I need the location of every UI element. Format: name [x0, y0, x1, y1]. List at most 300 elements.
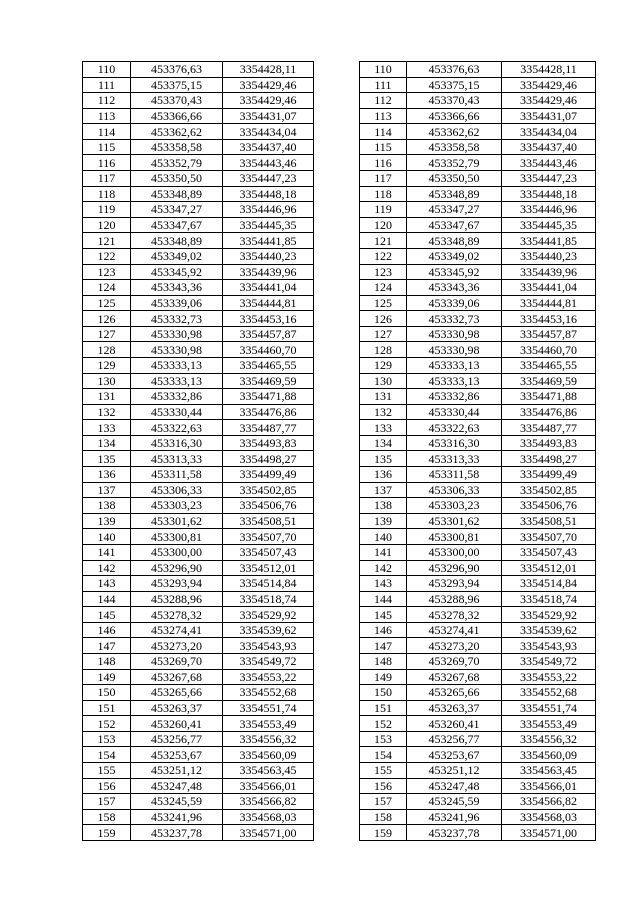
right-y-coordinate-cell: 3354443,46 [502, 155, 596, 171]
right-x-coordinate-cell: 453306,33 [407, 482, 502, 498]
right-x-coordinate-cell: 453330,98 [407, 326, 502, 342]
left-x-coordinate-cell: 453245,59 [131, 794, 223, 810]
right-point-number-cell: 113 [360, 108, 407, 124]
right-x-coordinate-cell: 453300,00 [407, 544, 502, 560]
left-point-number-cell: 123 [83, 264, 131, 280]
right-y-coordinate-cell: 3354498,27 [502, 451, 596, 467]
column-gap [314, 435, 360, 451]
left-point-number-cell: 154 [83, 747, 131, 763]
left-y-coordinate-cell: 3354508,51 [223, 513, 314, 529]
left-y-coordinate-cell: 3354507,70 [223, 529, 314, 545]
left-x-coordinate-cell: 453348,89 [131, 233, 223, 249]
right-y-coordinate-cell: 3354539,62 [502, 622, 596, 638]
left-point-number-cell: 131 [83, 389, 131, 405]
right-point-number-cell: 128 [360, 342, 407, 358]
left-x-coordinate-cell: 453350,50 [131, 171, 223, 187]
column-gap [314, 233, 360, 249]
table-row [83, 404, 596, 420]
column-gap [314, 280, 360, 296]
left-y-coordinate-cell: 3354514,84 [223, 576, 314, 592]
column-gap [314, 669, 360, 685]
left-point-number-cell: 116 [83, 155, 131, 171]
right-x-coordinate-cell: 453347,27 [407, 202, 502, 218]
left-point-number-cell: 146 [83, 622, 131, 638]
left-x-coordinate-cell: 453332,86 [131, 389, 223, 405]
left-point-number-cell: 159 [83, 825, 131, 841]
right-y-coordinate-cell: 3354543,93 [502, 638, 596, 654]
left-point-number-cell: 118 [83, 186, 131, 202]
table-row [83, 420, 596, 436]
right-point-number-cell: 139 [360, 513, 407, 529]
left-point-number-cell: 127 [83, 326, 131, 342]
table-row [83, 576, 596, 592]
column-gap [314, 217, 360, 233]
right-point-number-cell: 126 [360, 311, 407, 327]
right-x-coordinate-cell: 453269,70 [407, 653, 502, 669]
right-point-number-cell: 127 [360, 326, 407, 342]
left-x-coordinate-cell: 453322,63 [131, 420, 223, 436]
left-point-number-cell: 110 [83, 62, 131, 78]
table-row [83, 731, 596, 747]
left-point-number-cell: 151 [83, 700, 131, 716]
right-y-coordinate-cell: 3354552,68 [502, 685, 596, 701]
column-gap [314, 498, 360, 514]
left-point-number-cell: 130 [83, 373, 131, 389]
table-row [83, 373, 596, 389]
right-point-number-cell: 124 [360, 280, 407, 296]
table-row [83, 124, 596, 140]
right-point-number-cell: 141 [360, 544, 407, 560]
right-y-coordinate-cell: 3354457,87 [502, 326, 596, 342]
right-x-coordinate-cell: 453350,50 [407, 171, 502, 187]
right-y-coordinate-cell: 3354553,49 [502, 716, 596, 732]
left-point-number-cell: 111 [83, 77, 131, 93]
right-point-number-cell: 143 [360, 576, 407, 592]
left-x-coordinate-cell: 453241,96 [131, 809, 223, 825]
right-y-coordinate-cell: 3354440,23 [502, 248, 596, 264]
right-y-coordinate-cell: 3354460,70 [502, 342, 596, 358]
table-row [83, 295, 596, 311]
left-x-coordinate-cell: 453332,73 [131, 311, 223, 327]
column-gap [314, 560, 360, 576]
column-gap [314, 622, 360, 638]
right-point-number-cell: 156 [360, 778, 407, 794]
table-row [83, 248, 596, 264]
right-point-number-cell: 111 [360, 77, 407, 93]
left-y-coordinate-cell: 3354529,92 [223, 607, 314, 623]
column-gap [314, 420, 360, 436]
left-y-coordinate-cell: 3354487,77 [223, 420, 314, 436]
right-y-coordinate-cell: 3354518,74 [502, 591, 596, 607]
table-row [83, 171, 596, 187]
left-point-number-cell: 119 [83, 202, 131, 218]
right-point-number-cell: 116 [360, 155, 407, 171]
right-point-number-cell: 144 [360, 591, 407, 607]
column-gap [314, 62, 360, 78]
left-point-number-cell: 139 [83, 513, 131, 529]
table-row [83, 653, 596, 669]
left-y-coordinate-cell: 3354571,00 [223, 825, 314, 841]
left-x-coordinate-cell: 453313,33 [131, 451, 223, 467]
right-point-number-cell: 136 [360, 467, 407, 483]
column-gap [314, 731, 360, 747]
column-gap [314, 264, 360, 280]
right-x-coordinate-cell: 453251,12 [407, 763, 502, 779]
left-y-coordinate-cell: 3354445,35 [223, 217, 314, 233]
right-y-coordinate-cell: 3354508,51 [502, 513, 596, 529]
left-y-coordinate-cell: 3354512,01 [223, 560, 314, 576]
right-x-coordinate-cell: 453300,81 [407, 529, 502, 545]
left-point-number-cell: 156 [83, 778, 131, 794]
right-point-number-cell: 118 [360, 186, 407, 202]
left-x-coordinate-cell: 453260,41 [131, 716, 223, 732]
right-point-number-cell: 146 [360, 622, 407, 638]
right-y-coordinate-cell: 3354437,40 [502, 139, 596, 155]
right-y-coordinate-cell: 3354493,83 [502, 435, 596, 451]
left-x-coordinate-cell: 453274,41 [131, 622, 223, 638]
right-x-coordinate-cell: 453332,73 [407, 311, 502, 327]
right-y-coordinate-cell: 3354566,01 [502, 778, 596, 794]
left-y-coordinate-cell: 3354499,49 [223, 467, 314, 483]
table-row [83, 638, 596, 654]
table-row [83, 202, 596, 218]
right-y-coordinate-cell: 3354444,81 [502, 295, 596, 311]
column-gap [314, 700, 360, 716]
right-x-coordinate-cell: 453333,13 [407, 357, 502, 373]
column-gap [314, 513, 360, 529]
left-y-coordinate-cell: 3354428,11 [223, 62, 314, 78]
left-point-number-cell: 115 [83, 139, 131, 155]
right-y-coordinate-cell: 3354506,76 [502, 498, 596, 514]
right-point-number-cell: 150 [360, 685, 407, 701]
left-point-number-cell: 137 [83, 482, 131, 498]
table-row [83, 607, 596, 623]
left-x-coordinate-cell: 453347,67 [131, 217, 223, 233]
left-y-coordinate-cell: 3354566,82 [223, 794, 314, 810]
right-y-coordinate-cell: 3354571,00 [502, 825, 596, 841]
right-point-number-cell: 114 [360, 124, 407, 140]
left-y-coordinate-cell: 3354502,85 [223, 482, 314, 498]
left-y-coordinate-cell: 3354553,22 [223, 669, 314, 685]
left-x-coordinate-cell: 453237,78 [131, 825, 223, 841]
left-point-number-cell: 126 [83, 311, 131, 327]
right-x-coordinate-cell: 453358,58 [407, 139, 502, 155]
table-row [83, 809, 596, 825]
right-y-coordinate-cell: 3354556,32 [502, 731, 596, 747]
left-y-coordinate-cell: 3354471,88 [223, 389, 314, 405]
left-y-coordinate-cell: 3354453,16 [223, 311, 314, 327]
column-gap [314, 809, 360, 825]
left-x-coordinate-cell: 453263,37 [131, 700, 223, 716]
left-y-coordinate-cell: 3354443,46 [223, 155, 314, 171]
column-gap [314, 763, 360, 779]
right-x-coordinate-cell: 453293,94 [407, 576, 502, 592]
table-row [83, 108, 596, 124]
right-y-coordinate-cell: 3354568,03 [502, 809, 596, 825]
left-point-number-cell: 135 [83, 451, 131, 467]
left-y-coordinate-cell: 3354437,40 [223, 139, 314, 155]
right-point-number-cell: 147 [360, 638, 407, 654]
table-row [83, 622, 596, 638]
right-x-coordinate-cell: 453313,33 [407, 451, 502, 467]
column-gap [314, 404, 360, 420]
left-x-coordinate-cell: 453366,66 [131, 108, 223, 124]
left-point-number-cell: 120 [83, 217, 131, 233]
right-x-coordinate-cell: 453265,66 [407, 685, 502, 701]
right-point-number-cell: 151 [360, 700, 407, 716]
column-gap [314, 653, 360, 669]
left-point-number-cell: 142 [83, 560, 131, 576]
right-x-coordinate-cell: 453330,98 [407, 342, 502, 358]
table-row [83, 435, 596, 451]
column-gap [314, 451, 360, 467]
left-y-coordinate-cell: 3354441,04 [223, 280, 314, 296]
left-point-number-cell: 132 [83, 404, 131, 420]
left-x-coordinate-cell: 453269,70 [131, 653, 223, 669]
column-gap [314, 373, 360, 389]
table-row [83, 482, 596, 498]
right-x-coordinate-cell: 453256,77 [407, 731, 502, 747]
right-y-coordinate-cell: 3354431,07 [502, 108, 596, 124]
left-point-number-cell: 122 [83, 248, 131, 264]
column-gap [314, 544, 360, 560]
column-gap [314, 638, 360, 654]
right-point-number-cell: 130 [360, 373, 407, 389]
left-y-coordinate-cell: 3354551,74 [223, 700, 314, 716]
column-gap [314, 529, 360, 545]
left-x-coordinate-cell: 453256,77 [131, 731, 223, 747]
table-row [83, 544, 596, 560]
right-point-number-cell: 135 [360, 451, 407, 467]
right-point-number-cell: 149 [360, 669, 407, 685]
right-y-coordinate-cell: 3354549,72 [502, 653, 596, 669]
coordinates-table-body [83, 62, 596, 841]
left-point-number-cell: 124 [83, 280, 131, 296]
left-x-coordinate-cell: 453345,92 [131, 264, 223, 280]
left-x-coordinate-cell: 453352,79 [131, 155, 223, 171]
right-point-number-cell: 115 [360, 139, 407, 155]
right-point-number-cell: 157 [360, 794, 407, 810]
right-x-coordinate-cell: 453348,89 [407, 186, 502, 202]
right-y-coordinate-cell: 3354507,43 [502, 544, 596, 560]
left-y-coordinate-cell: 3354506,76 [223, 498, 314, 514]
left-y-coordinate-cell: 3354507,43 [223, 544, 314, 560]
table-row [83, 264, 596, 280]
column-gap [314, 342, 360, 358]
right-point-number-cell: 153 [360, 731, 407, 747]
left-x-coordinate-cell: 453376,63 [131, 62, 223, 78]
left-x-coordinate-cell: 453296,90 [131, 560, 223, 576]
left-point-number-cell: 145 [83, 607, 131, 623]
left-point-number-cell: 112 [83, 93, 131, 109]
left-x-coordinate-cell: 453253,67 [131, 747, 223, 763]
right-x-coordinate-cell: 453330,44 [407, 404, 502, 420]
left-y-coordinate-cell: 3354448,18 [223, 186, 314, 202]
table-row [83, 560, 596, 576]
left-point-number-cell: 117 [83, 171, 131, 187]
table-row [83, 591, 596, 607]
left-x-coordinate-cell: 453339,06 [131, 295, 223, 311]
left-x-coordinate-cell: 453301,62 [131, 513, 223, 529]
right-y-coordinate-cell: 3354429,46 [502, 93, 596, 109]
right-point-number-cell: 129 [360, 357, 407, 373]
column-gap [314, 311, 360, 327]
right-x-coordinate-cell: 453316,30 [407, 435, 502, 451]
table-row [83, 498, 596, 514]
right-x-coordinate-cell: 453267,68 [407, 669, 502, 685]
left-point-number-cell: 136 [83, 467, 131, 483]
right-x-coordinate-cell: 453260,41 [407, 716, 502, 732]
left-y-coordinate-cell: 3354549,72 [223, 653, 314, 669]
table-row [83, 451, 596, 467]
right-y-coordinate-cell: 3354560,09 [502, 747, 596, 763]
left-x-coordinate-cell: 453265,66 [131, 685, 223, 701]
left-point-number-cell: 121 [83, 233, 131, 249]
right-x-coordinate-cell: 453237,78 [407, 825, 502, 841]
table-row [83, 529, 596, 545]
left-x-coordinate-cell: 453330,98 [131, 342, 223, 358]
left-point-number-cell: 144 [83, 591, 131, 607]
right-x-coordinate-cell: 453301,62 [407, 513, 502, 529]
left-y-coordinate-cell: 3354566,01 [223, 778, 314, 794]
left-y-coordinate-cell: 3354434,04 [223, 124, 314, 140]
right-point-number-cell: 119 [360, 202, 407, 218]
table-row [83, 93, 596, 109]
right-point-number-cell: 134 [360, 435, 407, 451]
right-x-coordinate-cell: 453245,59 [407, 794, 502, 810]
right-x-coordinate-cell: 453347,67 [407, 217, 502, 233]
right-y-coordinate-cell: 3354465,55 [502, 357, 596, 373]
column-gap [314, 467, 360, 483]
table-row [83, 794, 596, 810]
right-point-number-cell: 137 [360, 482, 407, 498]
right-point-number-cell: 152 [360, 716, 407, 732]
column-gap [314, 591, 360, 607]
column-gap [314, 93, 360, 109]
left-point-number-cell: 148 [83, 653, 131, 669]
left-x-coordinate-cell: 453303,23 [131, 498, 223, 514]
right-point-number-cell: 140 [360, 529, 407, 545]
table-row [83, 155, 596, 171]
left-point-number-cell: 155 [83, 763, 131, 779]
left-y-coordinate-cell: 3354460,70 [223, 342, 314, 358]
table-row [83, 685, 596, 701]
left-point-number-cell: 153 [83, 731, 131, 747]
right-x-coordinate-cell: 453375,15 [407, 77, 502, 93]
left-point-number-cell: 152 [83, 716, 131, 732]
column-gap [314, 108, 360, 124]
left-x-coordinate-cell: 453333,13 [131, 373, 223, 389]
column-gap [314, 155, 360, 171]
right-point-number-cell: 159 [360, 825, 407, 841]
right-x-coordinate-cell: 453339,06 [407, 295, 502, 311]
left-x-coordinate-cell: 453330,98 [131, 326, 223, 342]
column-gap [314, 389, 360, 405]
table-row [83, 233, 596, 249]
right-y-coordinate-cell: 3354441,04 [502, 280, 596, 296]
left-y-coordinate-cell: 3354429,46 [223, 77, 314, 93]
left-y-coordinate-cell: 3354439,96 [223, 264, 314, 280]
table-row [83, 716, 596, 732]
right-point-number-cell: 125 [360, 295, 407, 311]
right-y-coordinate-cell: 3354512,01 [502, 560, 596, 576]
left-x-coordinate-cell: 453333,13 [131, 357, 223, 373]
left-y-coordinate-cell: 3354518,74 [223, 591, 314, 607]
left-x-coordinate-cell: 453347,27 [131, 202, 223, 218]
left-y-coordinate-cell: 3354552,68 [223, 685, 314, 701]
right-y-coordinate-cell: 3354434,04 [502, 124, 596, 140]
left-y-coordinate-cell: 3354469,59 [223, 373, 314, 389]
right-x-coordinate-cell: 453345,92 [407, 264, 502, 280]
right-x-coordinate-cell: 453343,36 [407, 280, 502, 296]
right-x-coordinate-cell: 453366,66 [407, 108, 502, 124]
left-y-coordinate-cell: 3354539,62 [223, 622, 314, 638]
left-x-coordinate-cell: 453343,36 [131, 280, 223, 296]
column-gap [314, 186, 360, 202]
right-point-number-cell: 110 [360, 62, 407, 78]
right-x-coordinate-cell: 453247,48 [407, 778, 502, 794]
right-point-number-cell: 148 [360, 653, 407, 669]
left-point-number-cell: 158 [83, 809, 131, 825]
column-gap [314, 202, 360, 218]
table-row [83, 139, 596, 155]
right-y-coordinate-cell: 3354441,85 [502, 233, 596, 249]
column-gap [314, 248, 360, 264]
right-y-coordinate-cell: 3354471,88 [502, 389, 596, 405]
left-point-number-cell: 141 [83, 544, 131, 560]
left-y-coordinate-cell: 3354447,23 [223, 171, 314, 187]
table-row [83, 186, 596, 202]
table-row [83, 778, 596, 794]
left-point-number-cell: 129 [83, 357, 131, 373]
left-y-coordinate-cell: 3354543,93 [223, 638, 314, 654]
column-gap [314, 295, 360, 311]
right-point-number-cell: 155 [360, 763, 407, 779]
right-x-coordinate-cell: 453362,62 [407, 124, 502, 140]
left-x-coordinate-cell: 453330,44 [131, 404, 223, 420]
left-y-coordinate-cell: 3354441,85 [223, 233, 314, 249]
table-row [83, 311, 596, 327]
left-x-coordinate-cell: 453300,00 [131, 544, 223, 560]
right-y-coordinate-cell: 3354448,18 [502, 186, 596, 202]
right-x-coordinate-cell: 453370,43 [407, 93, 502, 109]
left-y-coordinate-cell: 3354476,86 [223, 404, 314, 420]
right-x-coordinate-cell: 453273,20 [407, 638, 502, 654]
table-row [83, 357, 596, 373]
left-x-coordinate-cell: 453348,89 [131, 186, 223, 202]
column-gap [314, 576, 360, 592]
right-x-coordinate-cell: 453352,79 [407, 155, 502, 171]
right-point-number-cell: 131 [360, 389, 407, 405]
table-row [83, 825, 596, 841]
left-x-coordinate-cell: 453288,96 [131, 591, 223, 607]
left-y-coordinate-cell: 3354431,07 [223, 108, 314, 124]
right-y-coordinate-cell: 3354447,23 [502, 171, 596, 187]
table-row [83, 747, 596, 763]
right-y-coordinate-cell: 3354428,11 [502, 62, 596, 78]
left-x-coordinate-cell: 453251,12 [131, 763, 223, 779]
coordinates-table [82, 61, 596, 841]
table-row [83, 700, 596, 716]
column-gap [314, 326, 360, 342]
left-point-number-cell: 113 [83, 108, 131, 124]
left-point-number-cell: 140 [83, 529, 131, 545]
left-y-coordinate-cell: 3354556,32 [223, 731, 314, 747]
table-row [83, 669, 596, 685]
right-y-coordinate-cell: 3354502,85 [502, 482, 596, 498]
right-y-coordinate-cell: 3354439,96 [502, 264, 596, 280]
table-row [83, 62, 596, 78]
